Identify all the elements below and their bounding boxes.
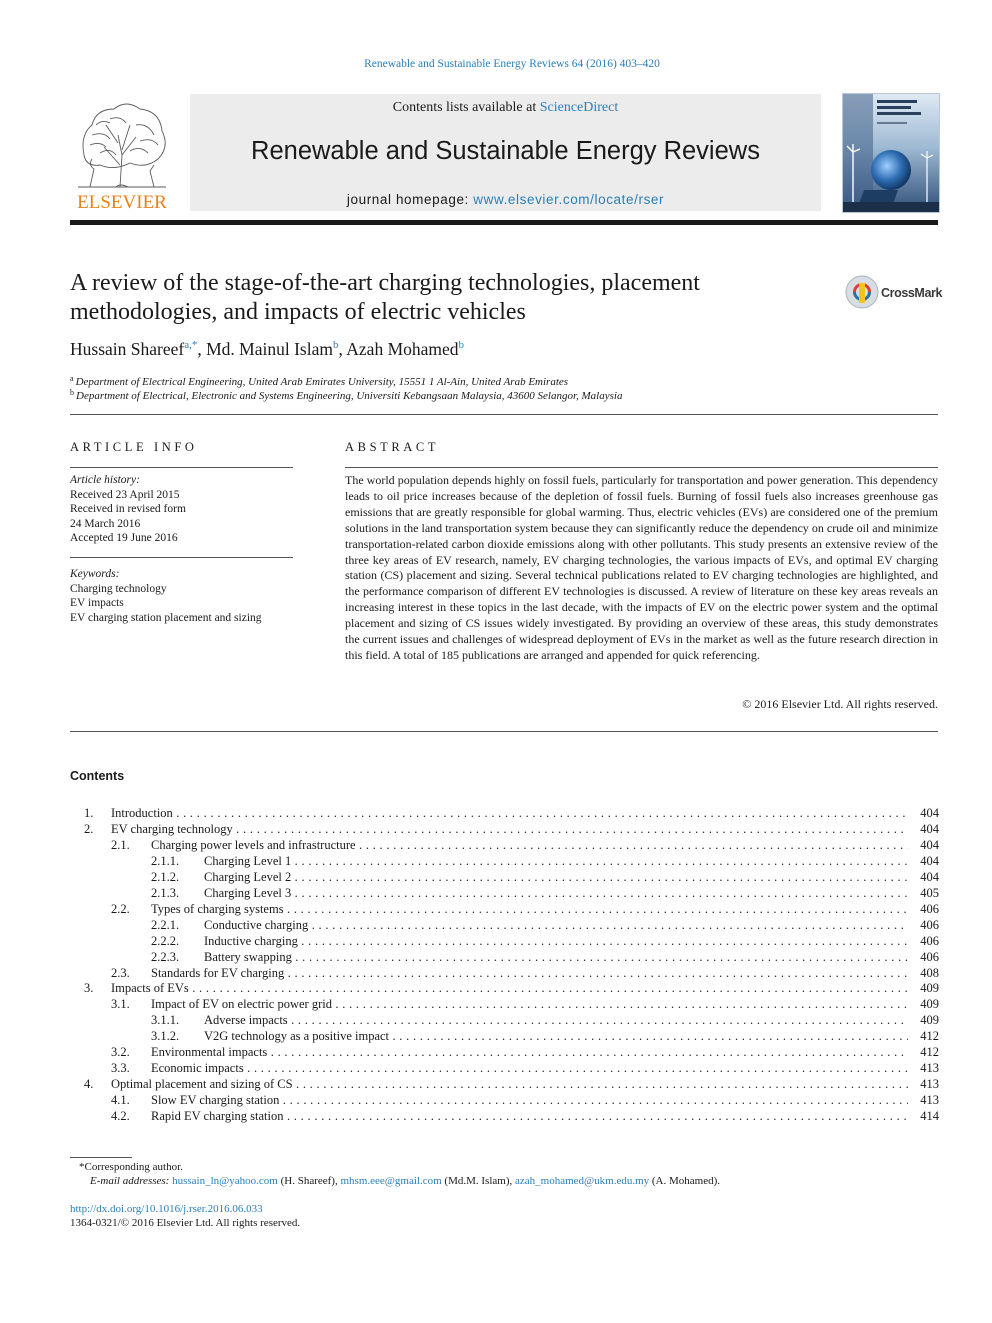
toc-entry-title[interactable]: Standards for EV charging . . .	[151, 965, 908, 981]
toc-entry-page: 406	[920, 933, 939, 948]
history-label: Article history:	[70, 474, 140, 486]
author-list	[70, 339, 464, 360]
history-line: Accepted 19 June 2016	[70, 532, 178, 544]
author-name[interactable]: Md. Mainul Islam	[206, 339, 333, 359]
toc-entry-page: 413	[920, 1061, 939, 1076]
toc-entry[interactable]	[0, 1092, 992, 1108]
toc-entry-number: 3.1.1.	[151, 1013, 180, 1028]
affiliation	[70, 374, 568, 388]
journal-cover-image	[843, 94, 939, 212]
toc-entry-page: 409	[920, 981, 939, 996]
history-line: Received in revised form	[70, 503, 186, 515]
toc-entry[interactable]	[0, 869, 992, 885]
toc-entry-title[interactable]: Optimal placement and sizing of CS . . .	[111, 1076, 908, 1092]
toc-entry-page: 406	[920, 901, 939, 916]
toc-entry-title[interactable]: EV charging technology . . .	[111, 821, 908, 837]
crossmark-label: CrossMark	[881, 286, 943, 300]
author-affiliation-marker[interactable]: a,*	[184, 339, 198, 351]
footnote-rule	[70, 1157, 132, 1158]
toc-entry-page: 405	[920, 885, 939, 900]
toc-entry-number: 2.1.	[111, 837, 130, 852]
toc-entry-number: 2.1.2.	[151, 869, 180, 884]
article-info-rule	[70, 467, 293, 468]
toc-entry-number: 2.	[84, 821, 94, 836]
abstract-rule	[345, 467, 938, 468]
affiliation-text: Department of Electrical, Electronic and Systems Engineering, Universiti Kebangsaan Malaysia, 43600 Selangor, Malaysia	[76, 390, 623, 402]
toc-entry-number: 2.3.	[111, 965, 130, 980]
contents-available-text: Contents lists available at	[392, 100, 540, 115]
keywords-rule	[70, 557, 293, 558]
toc-entry-page: 404	[920, 869, 939, 884]
toc-entry-title[interactable]: Adverse impacts . . .	[204, 1012, 908, 1028]
toc-entry-title[interactable]: Charging power levels and infrastructure . . .	[151, 837, 908, 853]
contents-heading: Contents	[70, 769, 125, 783]
header-rule	[70, 220, 938, 225]
abstract-end-rule	[70, 731, 938, 732]
toc-entry[interactable]	[0, 949, 992, 965]
author-name[interactable]: Azah Mohamed	[346, 339, 459, 359]
toc-entry[interactable]	[0, 980, 992, 996]
toc-entry-number: 1.	[84, 806, 94, 820]
abstract-heading: ABSTRACT	[345, 440, 440, 454]
toc-entry-title[interactable]: Impact of EV on electric power grid . . .	[151, 996, 908, 1012]
toc-entry[interactable]	[0, 1028, 992, 1044]
toc-entry-page: 404	[920, 853, 939, 868]
journal-reference[interactable]: Renewable and Sustainable Energy Reviews 64 (2016) 403–420	[364, 58, 660, 70]
author-separator: ,	[338, 339, 347, 359]
toc-entry-number: 2.1.3.	[151, 885, 180, 900]
toc-entry-title[interactable]: Charging Level 2 . . .	[204, 869, 908, 885]
affiliation-rule	[70, 414, 938, 415]
toc-entry-page: 408	[920, 965, 939, 980]
toc-entry[interactable]	[0, 821, 992, 837]
toc-entry-page: 413	[920, 1093, 939, 1108]
email-link[interactable]: mhsm.eee@gmail.com	[340, 1175, 442, 1187]
affiliation-text: Department of Electrical Engineering, United Arab Emirates University, 15551 1 Al-Ain, United Arab Emirates	[75, 376, 569, 388]
keyword: EV charging station placement and sizing	[70, 611, 262, 624]
affiliation-marker: a	[70, 374, 74, 383]
toc-entry[interactable]	[0, 885, 992, 901]
toc-entry[interactable]	[0, 1060, 992, 1076]
corresponding-author-note	[79, 1161, 183, 1173]
toc-entry-page: 404	[920, 837, 939, 852]
toc-entry-page: 404	[920, 821, 939, 836]
toc-entry-number: 2.2.3.	[151, 949, 180, 964]
toc-entry[interactable]	[0, 1012, 992, 1028]
sciencedirect-link[interactable]: ScienceDirect	[539, 100, 619, 115]
toc-entry-title[interactable]: Environmental impacts . . .	[151, 1044, 908, 1060]
toc-entry-number: 2.2.2.	[151, 933, 180, 948]
toc-entry-title[interactable]: Economic impacts . . .	[151, 1060, 908, 1076]
contents-available-line	[190, 100, 821, 116]
journal-name: Renewable and Sustainable Energy Reviews	[251, 137, 760, 165]
elsevier-logo[interactable]	[70, 95, 174, 213]
homepage-link[interactable]: www.elsevier.com/locate/rser	[473, 192, 665, 207]
toc-entry-page: 414	[920, 1109, 939, 1124]
article-title: A review of the stage-of-the-art charging technologies, placement methodologies, and impacts of electric vehicles	[70, 270, 700, 325]
toc-entry[interactable]	[0, 1076, 992, 1092]
author-separator: ,	[197, 339, 207, 359]
journal-cover-thumbnail[interactable]	[842, 93, 940, 213]
toc-entry-number: 4.	[84, 1077, 94, 1092]
toc-entry-page: 413	[920, 1077, 939, 1092]
toc-entry-page: 409	[920, 997, 939, 1012]
toc-entry[interactable]	[0, 853, 992, 869]
journal-homepage-line	[190, 192, 821, 207]
toc-entry-page: 406	[920, 949, 939, 964]
toc-entry-number: 3.2.	[111, 1045, 130, 1060]
toc-entry[interactable]	[0, 1044, 992, 1060]
author-affiliation-marker[interactable]: b	[458, 339, 465, 351]
history-line: 24 March 2016	[70, 517, 141, 530]
toc-entry-title[interactable]: Slow EV charging station . . .	[151, 1092, 908, 1108]
toc-entry[interactable]	[0, 1108, 992, 1124]
toc-entry-title[interactable]: Impacts of EVs . . .	[111, 980, 908, 996]
toc-entry-page: 412	[920, 1045, 939, 1060]
toc-entry-number: 2.2.1.	[151, 917, 180, 932]
affiliation	[70, 388, 622, 402]
keyword: EV impacts	[70, 597, 124, 609]
toc-entry-number: 4.1.	[111, 1093, 130, 1108]
abstract-text: The world population depends highly on fossil fuels, particularly for transportation and power generation. This dependency leads to oil price increases because of the depletion of fossil fuels. Burning of fossil fuels also increases greenhouse gas emissions that are greatly responsible for global warming. Thus, electric vehicles (EVs) are considered one of the premium solutions in the land transportation system because they can significantly reduce the dependency on crude oil and minimize transportation-related carbon dioxide emissions along with other pollutants. This study presents an extensive review of the three key areas of EV research, namely, EV charging technologies, the various impacts of EVs, and optimal EV charging station (CS) placement and sizing. Several technical publications related to EV charging technologies are highlighted, and the performance comparison of different EV technologies is discussed. A review of literature on these key areas reveals an increasing interest in these topics in the last decade, with the impacts of EV on the electric power system and the optimal placement and sizing of CS issues widely investigated. By providing an overview of these areas, this study demonstrates the current issues and challenges of widespread deployment of EVs in the market as well as the future research direction in this field. A total of 185 publications are arranged and appended for quick referencing.	[345, 473, 938, 662]
crossmark-badge[interactable]	[844, 274, 944, 310]
homepage-label: journal homepage:	[346, 192, 474, 207]
toc-entry[interactable]	[0, 965, 992, 981]
doi-link[interactable]: http://dx.doi.org/10.1016/j.rser.2016.06.033	[70, 1203, 263, 1215]
toc-entry-title[interactable]: Battery swapping . . .	[204, 949, 908, 965]
email-owner: (Md.M. Islam),	[444, 1175, 513, 1187]
crossmark-icon	[844, 274, 944, 310]
toc-entry-page: 409	[920, 1013, 939, 1028]
author-affiliation-marker[interactable]: b	[332, 339, 339, 351]
toc-entry-number: 2.1.1.	[151, 853, 180, 868]
publisher-wordmark: ELSEVIER	[77, 192, 167, 213]
keyword: Charging technology	[70, 582, 167, 595]
toc-entry-number: 2.2.	[111, 901, 130, 916]
toc-entry-number: 3.1.	[111, 997, 130, 1012]
toc-entry-title[interactable]: Charging Level 1 . . .	[204, 853, 908, 869]
toc-entry[interactable]	[0, 901, 992, 917]
abstract-copyright: © 2016 Elsevier Ltd. All rights reserved.	[742, 697, 938, 711]
keywords-label: Keywords:	[70, 568, 120, 580]
toc-entry-title[interactable]: Conductive charging . . .	[204, 917, 908, 933]
toc-entry[interactable]	[0, 933, 992, 949]
email-owner: (H. Shareef),	[280, 1175, 338, 1187]
toc-entry-number: 4.2.	[111, 1109, 130, 1124]
corresponding-text: Corresponding author.	[84, 1161, 183, 1173]
toc-entry[interactable]	[0, 805, 992, 821]
affiliation-marker: b	[70, 388, 74, 397]
toc-entry[interactable]	[0, 917, 992, 933]
table-of-contents	[0, 805, 992, 1135]
toc-entry-title[interactable]: Rapid EV charging station . . .	[151, 1108, 908, 1124]
toc-entry-title[interactable]: Introduction . . .	[111, 805, 908, 821]
toc-entry-number: 3.	[84, 981, 94, 996]
toc-entry-number: 3.3.	[111, 1061, 130, 1076]
toc-entry-title[interactable]: V2G technology as a positive impact . . .	[204, 1028, 908, 1044]
email-addresses-note	[90, 1175, 720, 1187]
toc-entry[interactable]	[0, 837, 992, 853]
keywords	[70, 567, 310, 625]
toc-entry-title[interactable]: Inductive charging . . .	[204, 933, 908, 949]
toc-entry-page: 412	[920, 1029, 939, 1044]
issn-copyright: 1364-0321/© 2016 Elsevier Ltd. All rights reserved.	[70, 1217, 301, 1229]
corresponding-marker: *	[79, 1161, 85, 1173]
toc-entry-title[interactable]: Types of charging systems . . .	[151, 901, 908, 917]
toc-entry[interactable]	[0, 996, 992, 1012]
toc-entry-page: 406	[920, 917, 939, 932]
article-history	[70, 473, 293, 546]
toc-entry-number: 3.1.2.	[151, 1029, 180, 1044]
email-link[interactable]: hussain_ln@yahoo.com	[172, 1175, 278, 1187]
email-label: E-mail addresses:	[90, 1175, 170, 1187]
email-owner: (A. Mohamed).	[651, 1175, 721, 1187]
history-line: Received 23 April 2015	[70, 488, 180, 501]
author-name[interactable]: Hussain Shareef	[70, 339, 185, 359]
tree-of-knowledge-icon	[70, 95, 174, 213]
toc-entry-title[interactable]: Charging Level 3 . . .	[204, 885, 908, 901]
article-info-heading: ARTICLE INFO	[70, 440, 198, 454]
email-link[interactable]: azah_mohamed@ukm.edu.my	[514, 1175, 650, 1187]
toc-entry-page: 404	[920, 806, 939, 820]
